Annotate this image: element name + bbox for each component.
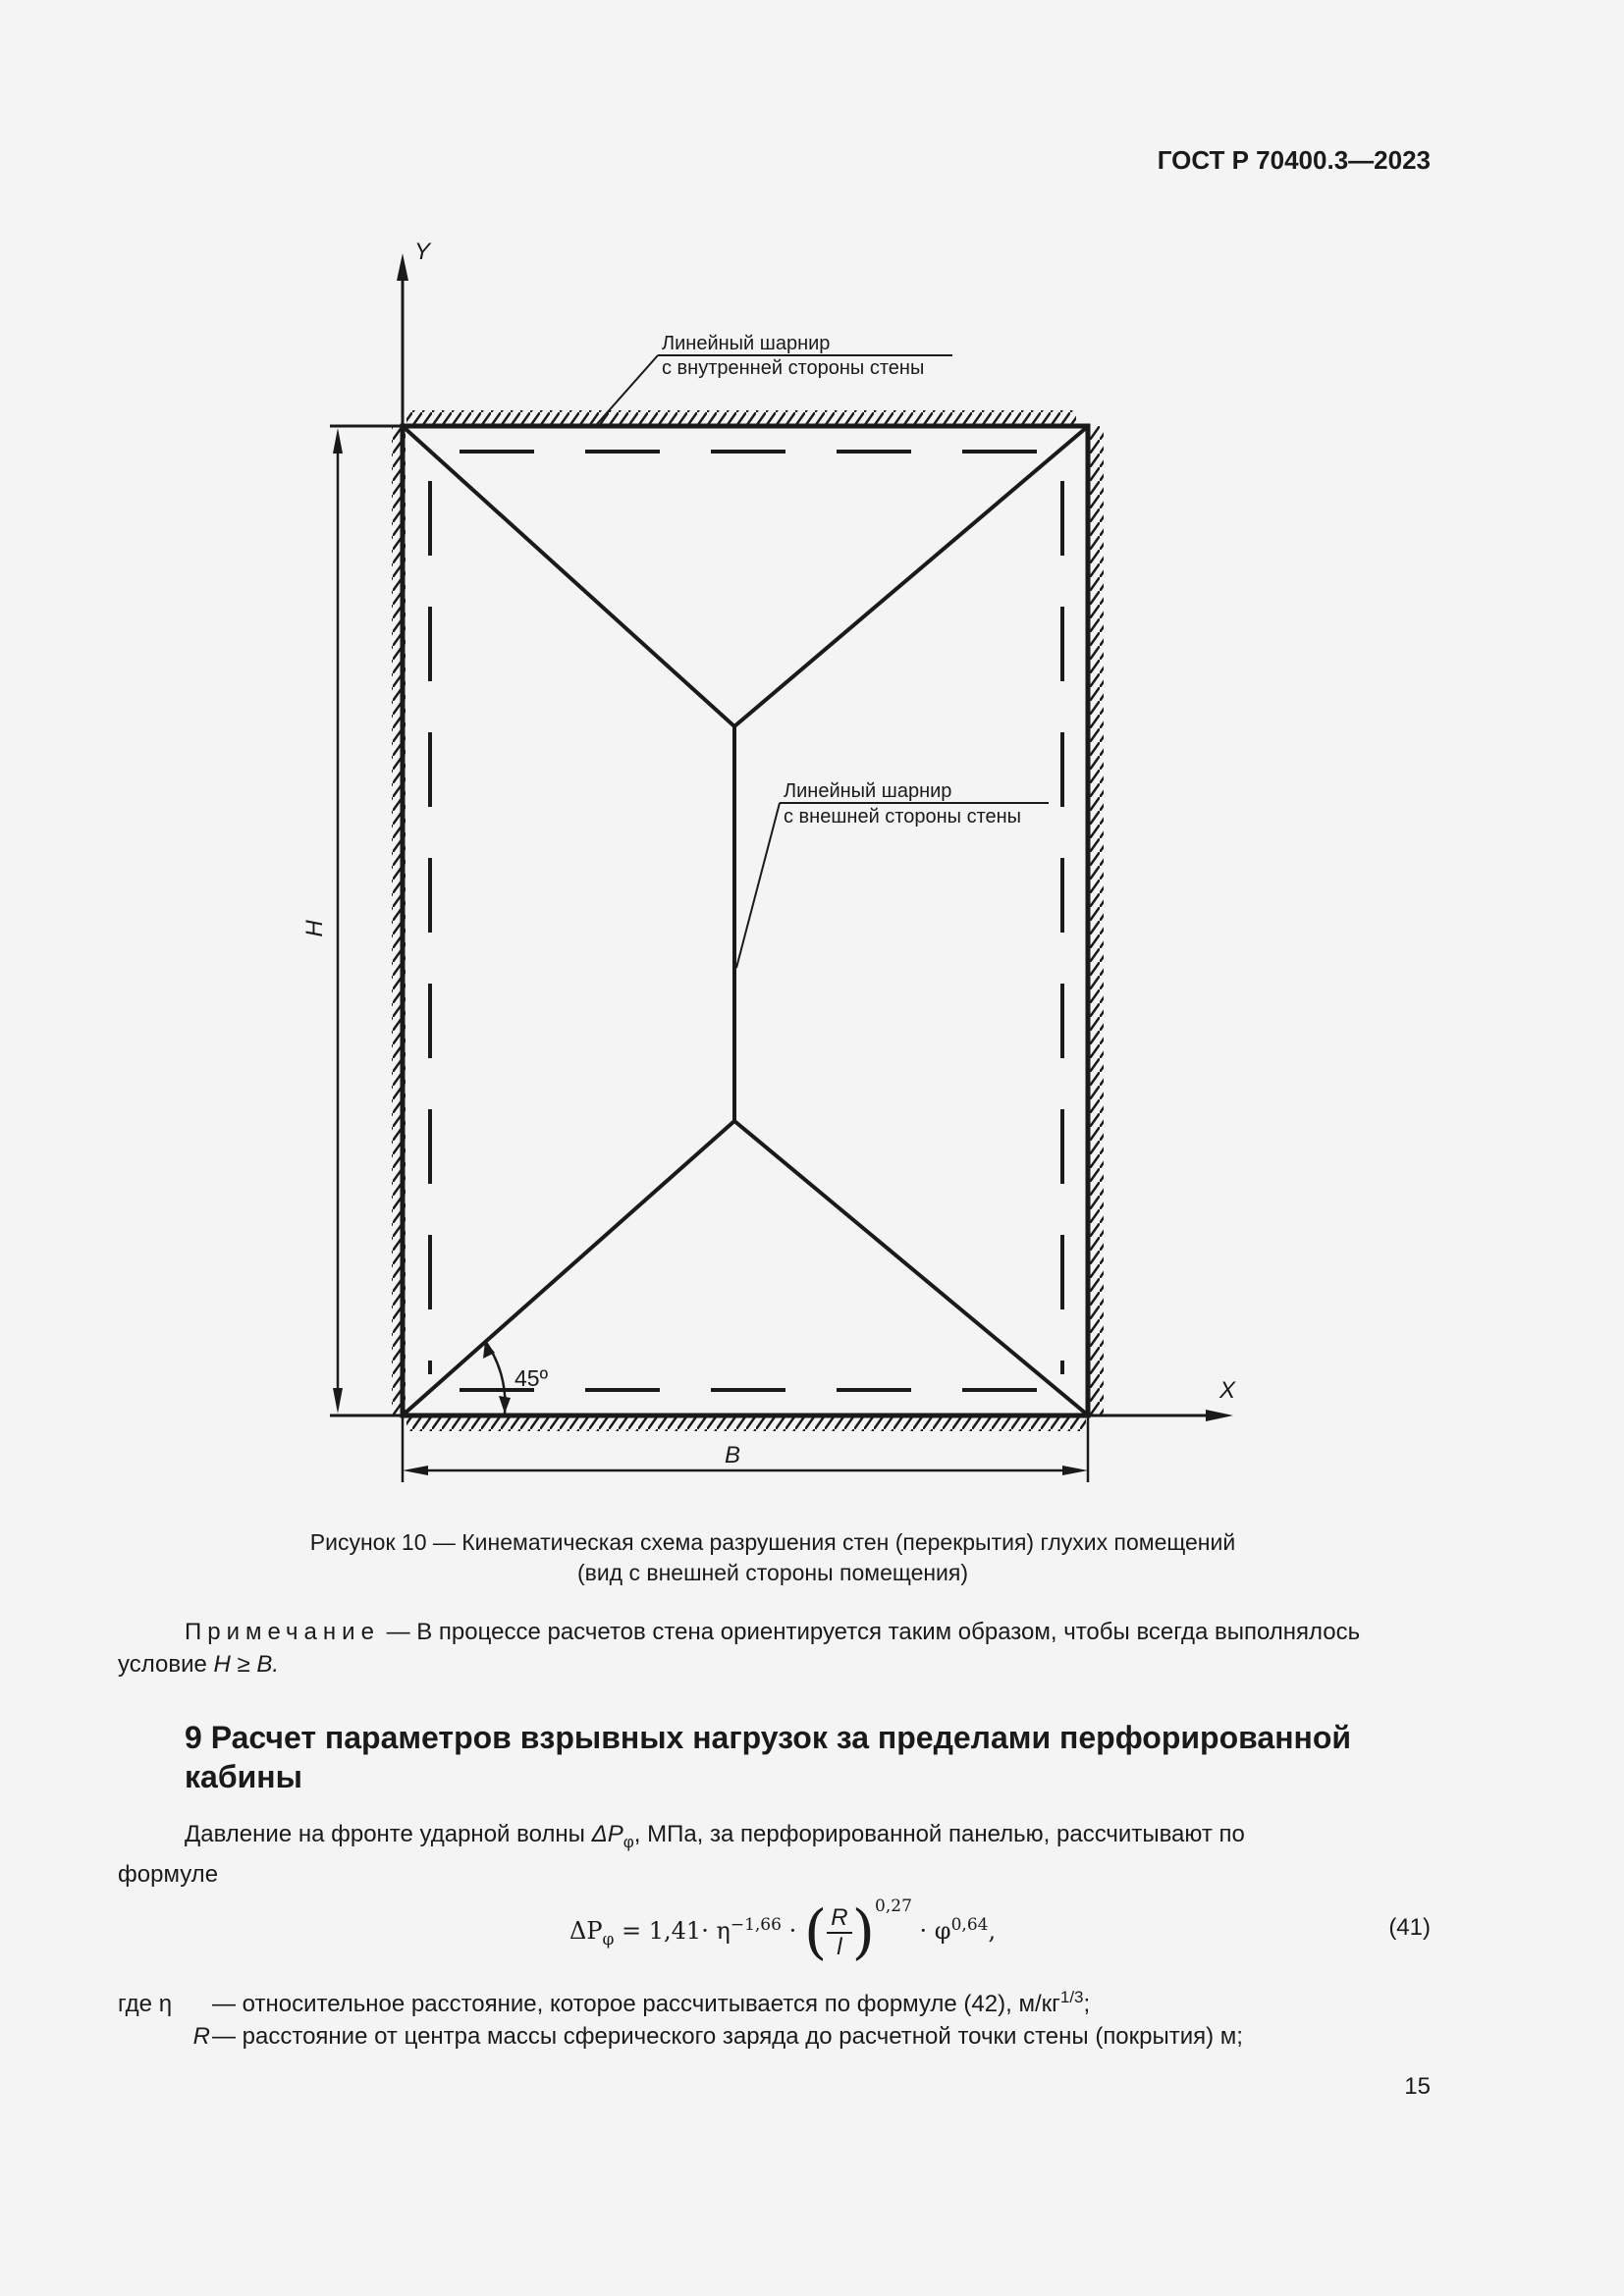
paragraph: Давление на фронте ударной волны $\Delta P_\varphi$, МПа, за перфорированной панелью, рассчитывают по формуле xyxy=(118,1821,1245,1888)
leader-mid xyxy=(736,803,780,968)
y-axis-label: Y xyxy=(414,239,431,265)
x-axis-label: X xyxy=(1219,1377,1236,1404)
document-header: ГОСТ Р 70400.3—2023 xyxy=(1157,145,1431,175)
note-condition: H ≥ B. xyxy=(213,1651,280,1678)
x-axis-arrow xyxy=(1206,1410,1233,1421)
dim-h-label: H xyxy=(301,920,328,937)
hatch-top xyxy=(406,410,1076,424)
wall-outline xyxy=(403,426,1088,1415)
leader-top-line2: с внутренней стороны стены xyxy=(662,357,925,379)
leader-top-line1: Линейный шарнир xyxy=(662,333,831,354)
caption-line1: Рисунок 10 — Кинематическая схема разрушения стен (перекрытия) глухих помещений xyxy=(309,1529,1236,1555)
dim-b-label: B xyxy=(724,1442,741,1468)
yield-lines xyxy=(405,428,1086,1414)
section-line2: кабины xyxy=(185,1759,302,1794)
section-heading xyxy=(185,1718,1461,1796)
note-label: Примечание xyxy=(185,1619,380,1645)
leader-mid-line2: с внешней стороны стены xyxy=(784,806,1022,828)
page-number: 15 xyxy=(1404,2073,1431,2100)
leader-mid-line1: Линейный шарнир xyxy=(784,780,952,802)
formula-41: $\Delta P_\varphi = 1,41\cdot \eta^{-1,66}$ · ( $\frac{R}{l}$ )$^{0,27} \cdot \varphi^{0,64}$, xyxy=(569,1896,997,1967)
figure-caption xyxy=(0,1527,1545,1588)
caption-line2: (вид с внешней стороны помещения) xyxy=(576,1560,969,1585)
where-list: где η — относительное расстояние, которое рассчитывается по формуле (42), $м/кг^{1/3}$; R— расстояние от центра массы сферического заряда до расчетной точки стены (покрытия) м; xyxy=(118,1988,1243,2050)
section-line1: 9 Расчет параметров взрывных нагрузок за пределами перфорированной xyxy=(185,1720,1352,1755)
y-axis-arrow xyxy=(397,253,408,281)
fraction: $\frac{R}{l}$ xyxy=(827,1904,851,1961)
equation-number: (41) xyxy=(1388,1914,1431,1941)
hatch-bottom xyxy=(406,1417,1086,1431)
angle-label: 45º xyxy=(514,1365,548,1391)
note-text2: условие xyxy=(118,1651,214,1678)
note-text1: — В процессе расчетов стена ориентируется таким образом, чтобы всегда выполнялось xyxy=(379,1619,1361,1645)
hatch-right xyxy=(1090,426,1104,1415)
note xyxy=(118,1616,1434,1681)
inner-dashed-hinges xyxy=(430,452,1062,1390)
